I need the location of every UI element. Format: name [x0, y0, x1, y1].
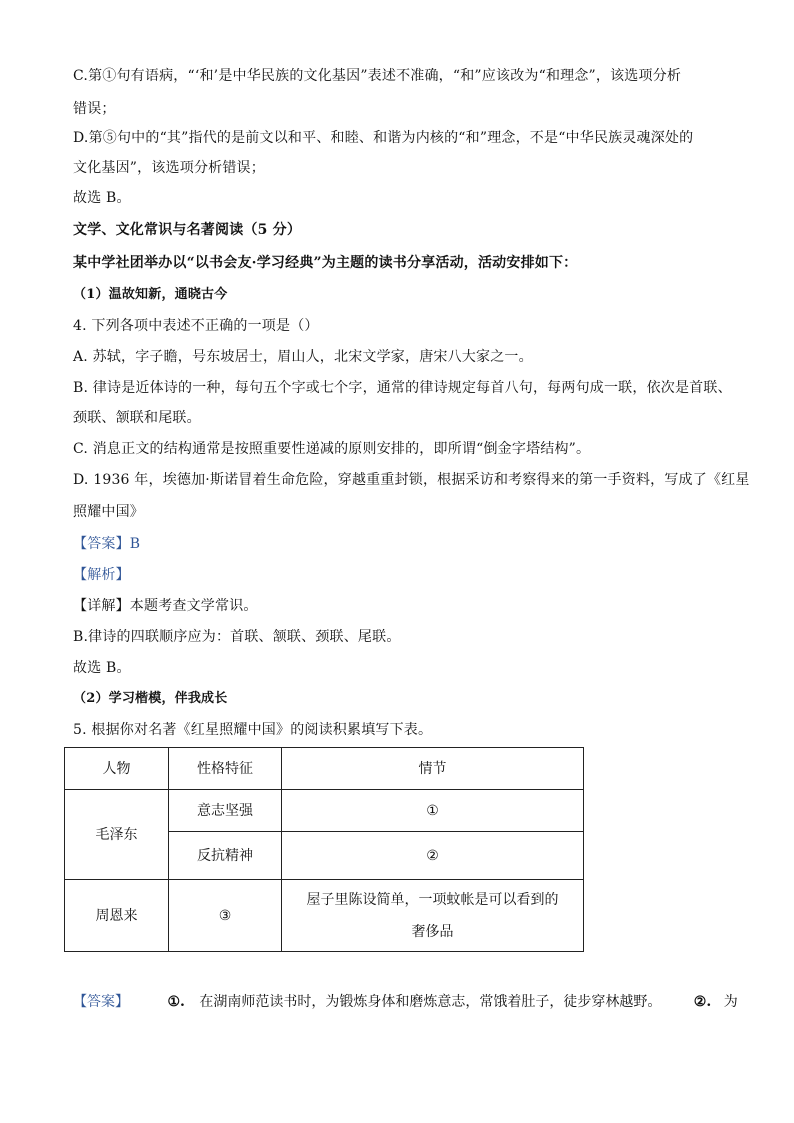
q5-answer-line: [73, 990, 738, 1014]
table-row: [65, 880, 584, 952]
header-trait: 性格特征: [169, 748, 282, 790]
q4-analysis-label: 【解析】: [73, 567, 130, 583]
option-d-analysis-line1: D.第⑤句中的“其”指代的是前文以和平、和睦、和谐为内核的“和”理念，不是“中华民族灵魂深处的: [73, 130, 694, 146]
q4-detail-b: B.律诗的四联顺序应为：首联、颔联、颈联、尾联。: [73, 629, 401, 645]
option-d-analysis-line2: 文化基因”，该选项分析错误；: [73, 160, 265, 176]
question-4-stem: 4. 下列各项中表述不正确的一项是（）: [73, 318, 319, 334]
choose-b-line: 故选 B。: [73, 190, 131, 206]
cell-trait-blank-3: ③: [169, 880, 282, 952]
q4-option-d-line2: 照耀中国》: [73, 504, 144, 520]
answer-text-2: 为: [723, 994, 738, 1010]
answer-label: 【答案】: [73, 994, 129, 1010]
character-trait-table: [64, 747, 584, 952]
answer-mark-2: ②.: [693, 994, 712, 1010]
cell-plot-blank-1: ①: [282, 790, 584, 832]
option-c-analysis-line2: 错误；: [73, 101, 116, 117]
section-heading: 文学、文化常识与名著阅读（5 分）: [73, 222, 302, 238]
cell-plot: 屋子里陈设简单，一项蚊帐是可以看到的奢侈品: [282, 880, 584, 952]
header-plot: 情节: [282, 748, 584, 790]
q4-option-b-line2: 颈联、颔联和尾联。: [73, 410, 201, 426]
cell-trait: 意志坚强: [169, 790, 282, 832]
table-header-row: [65, 748, 584, 790]
cell-person-zhou: 周恩来: [65, 880, 169, 952]
option-c-analysis-line1: C.第①句有语病，“‘和’是中华民族的文化基因”表述不准确，“和”应该改为“和理念”，该选项分析: [73, 68, 682, 84]
q4-option-a: A. 苏轼，字子瞻，号东坡居士，眉山人，北宋文学家，唐宋八大家之一。: [73, 349, 533, 365]
q4-answer: 【答案】B: [73, 536, 141, 552]
q4-option-b-line1: B. 律诗是近体诗的一种，每句五个字或七个字，通常的律诗规定每首八句，每两句成一联，依次是首联、: [73, 380, 732, 396]
cell-plot-blank-2: ②: [282, 832, 584, 880]
q4-option-d-line1: D. 1936 年，埃德加·斯诺冒着生命危险，穿越重重封锁，根据采访和考察得来的第一手资料，写成了《红星: [73, 472, 750, 488]
answer-mark-1: ①.: [167, 994, 185, 1010]
q4-detail: 【详解】本题考查文学常识。: [73, 598, 258, 614]
header-person: 人物: [65, 748, 169, 790]
answer-text-1: 在湖南师范读书时，为锻炼身体和磨炼意志，常饿着肚子，徒步穿林越野。: [199, 994, 662, 1010]
q4-option-c: C. 消息正文的结构通常是按照重要性递减的原则安排的，即所谓“倒金字塔结构”。: [73, 441, 591, 457]
q4-choose-b: 故选 B。: [73, 660, 131, 676]
subsection-2-title: （2）学习楷模，伴我成长: [73, 691, 228, 706]
question-5-stem: 5. 根据你对名著《红星照耀中国》的阅读积累填写下表。: [73, 722, 433, 738]
activity-intro: 某中学社团举办以“以书会友·学习经典”为主题的读书分享活动，活动安排如下：: [73, 255, 578, 271]
cell-person-mao: 毛泽东: [65, 790, 169, 880]
table-row: [65, 790, 584, 832]
subsection-1-title: （1）温故知新，通晓古今: [73, 287, 228, 302]
cell-trait: 反抗精神: [169, 832, 282, 880]
